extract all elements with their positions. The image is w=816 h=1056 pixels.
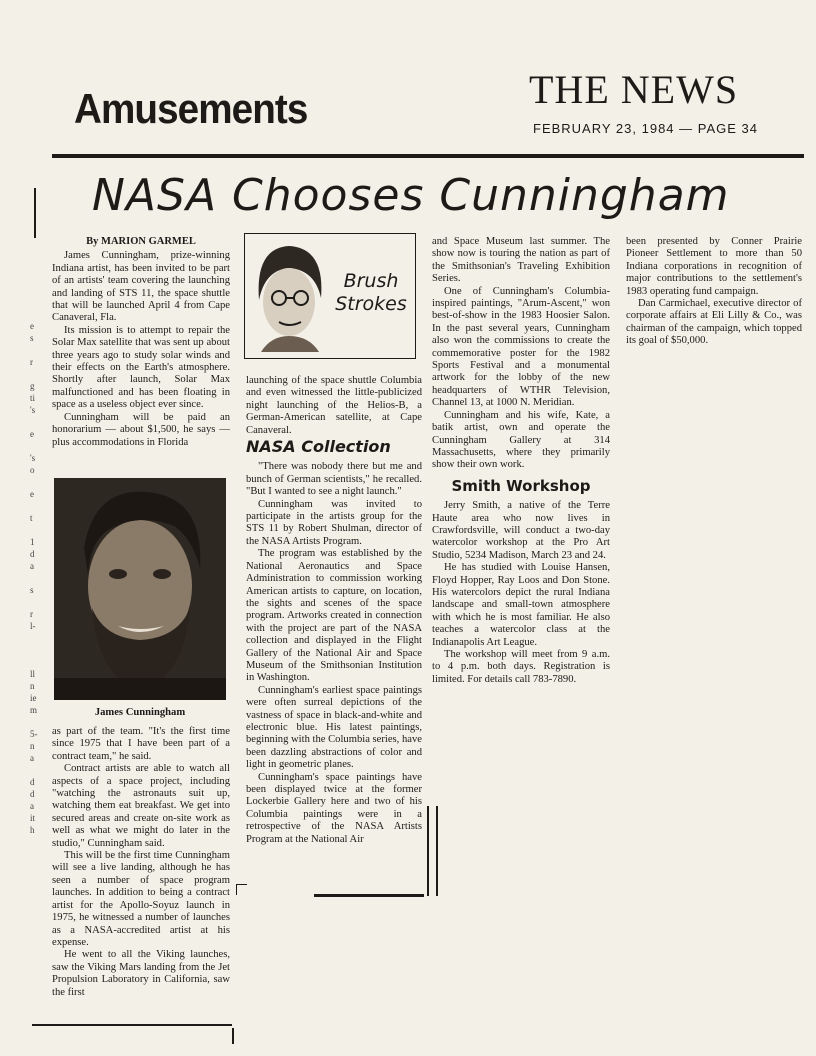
margin-fragment: t xyxy=(30,513,33,523)
margin-fragment: n xyxy=(30,741,35,751)
newspaper-name: THE NEWS xyxy=(529,67,739,112)
margin-fragment: ll xyxy=(30,669,36,679)
margin-fragment: it xyxy=(30,813,36,823)
article-column-2 xyxy=(246,375,422,846)
paragraph: The workshop will meet from 9 a.m. to 4 p.m. both days. Registration is limited. For details call 783-7890. xyxy=(432,649,610,685)
margin-fragment: a xyxy=(30,801,34,811)
corner-mark xyxy=(236,884,247,895)
margin-fragment: n xyxy=(30,681,35,691)
paragraph: launching of the space shuttle Columbia and even witnessed the little-publicized night launching of the Helios-B, a German-American satellite, at Cape Canaveral. xyxy=(246,375,422,436)
margin-fragment: d xyxy=(30,549,35,559)
paragraph: Its mission is to attempt to repair the Solar Max satellite that was sent up about three years ago to study solar winds and their effects on the Earth's atmosphere. Shortly after launch, Solar Max malfunctioned and has been floating in space as a useless object ever since. xyxy=(52,324,230,411)
paragraph: Contract artists are able to watch all aspects of a space project, including "watching the astronauts suit up, watching them eat breakfast. We get into secured areas and create on-site work as well as what we might do later in the studio," Cunningham said. xyxy=(52,763,230,849)
margin-fragment: a xyxy=(30,561,34,571)
column-divider xyxy=(427,806,429,896)
margin-fragment: e xyxy=(30,321,34,331)
margin-fragment: l- xyxy=(30,621,36,631)
margin-fragment: m xyxy=(30,705,38,715)
paragraph: Dan Carmichael, executive director of corporate affairs at Eli Lilly & Co., was chairman of the campaign, which topped its goal of $50,000. xyxy=(626,298,802,347)
photo-caption: James Cunningham xyxy=(94,707,186,718)
columnist-portrait xyxy=(251,240,327,352)
margin-fragment: e xyxy=(30,489,34,499)
paragraph: "There was nobody there but me and bunch of German scientists," he recalled. "But I wanted to see a night launch." xyxy=(246,461,422,498)
byline: By MARION GARMEL xyxy=(86,236,196,247)
margin-fragment: o xyxy=(30,465,35,475)
column-divider xyxy=(436,806,438,896)
section-title: Amusements xyxy=(74,85,308,132)
paragraph: This will be the first time Cunningham will see a live landing, although he has seen a number of space program launches. In addition to being a contract artist for the Apollo-Soyuz launch in 1975, he witnessed a number of launches as a NASA-accredited artist at his expense. xyxy=(52,850,230,948)
margin-fragment: a xyxy=(30,753,34,763)
column-logo-box xyxy=(244,233,416,359)
margin-fragment: e xyxy=(30,429,34,439)
bottom-rule xyxy=(32,1024,232,1026)
margin-fragment: s xyxy=(30,333,34,343)
paragraph: and Space Museum last summer. The show now is touring the nation as part of the Smithsonian's Traveling Exhibition Series. xyxy=(432,236,610,285)
article-column-3 xyxy=(432,236,610,686)
portrait-photo xyxy=(54,478,226,700)
paragraph: Cunningham's space paintings have been displayed twice at the former Lockerbie Gallery here and two of his Columbia paintings were in a retrospective of the NASA Artists Program at the National Air xyxy=(246,771,422,845)
margin-fragment: d xyxy=(30,777,35,787)
paragraph: Cunningham's earliest space paintings were often surreal depictions of the vastness of space in black-and-white and electronic blue. His latest paintings, beginning with the Columbia series, have been dazzling abstractions of color and light in geometric planes. xyxy=(246,684,422,771)
portrait-image xyxy=(54,478,226,700)
masthead-rule xyxy=(52,154,804,158)
column-divider xyxy=(232,1028,234,1044)
margin-fragment: r xyxy=(30,609,33,619)
margin-fragment: s xyxy=(30,585,34,595)
paragraph: been presented by Conner Prairie Pioneer Settlement to more than 50 Indiana corporations in recognition of major contributions to the settlement's 1983 operating fund campaign. xyxy=(626,236,802,297)
margin-fragment: g xyxy=(30,381,35,391)
paragraph: Cunningham was invited to participate in the artists group for the STS 11 by Robert Shulman, director of the NASA Artists Program. xyxy=(246,498,422,547)
column-logo-line2: Strokes xyxy=(335,293,407,315)
margin-fragment: ie xyxy=(30,693,37,703)
margin-fragment: h xyxy=(30,825,35,835)
column-logo-title xyxy=(331,270,411,316)
margin-fragment: 1 xyxy=(30,537,35,547)
margin-fragment: d xyxy=(30,789,35,799)
margin-fragment: r xyxy=(30,357,33,367)
margin-fragment: 5- xyxy=(30,729,38,739)
paragraph: Cunningham and his wife, Kate, a batik artist, own and operate the Cunningham Gallery at 314 Massachusetts, where they primarily show their own work. xyxy=(432,409,610,471)
article-column-1-continued xyxy=(52,726,230,999)
article-headline: NASA Chooses Cunningham xyxy=(92,170,730,221)
paragraph: Jerry Smith, a native of the Terre Haute area who now lives in Crawfordsville, will conduct a two-day watercolor workshop at the Pro Art Studio, 5234 Madison, March 23 and 24. xyxy=(432,500,610,561)
paragraph: He has studied with Louise Hansen, Floyd Hopper, Ray Loos and Don Stone. His watercolors depict the rural Indiana landscape and small-town atmosphere with which he is most familiar. He also teaches a watercolor class at the Indianapolis Art League. xyxy=(432,562,610,648)
column-2-rule xyxy=(314,894,424,897)
subhead-nasa-collection: NASA Collection xyxy=(246,437,391,457)
paragraph: James Cunningham, prize-winning Indiana artist, has been invited to be part of an artists' team covering the launching and landing of STS 11, the space shuttle that will be launched April 4 from Cape Canaveral, Fla. xyxy=(52,250,230,324)
subhead-smith-workshop: Smith Workshop xyxy=(451,476,591,495)
paragraph: The program was established by the National Aeronautics and Space Administration to commission working American artists to capture, on location, the sights and scenes of the space program. Artworks created in connection with the project are part of the NASA collection and displayed in the Flight Gallery of the National Air and Space Museum of the Smithsonian Institution in Washington. xyxy=(246,548,422,684)
article-column-4 xyxy=(626,236,802,348)
paragraph: One of Cunningham's Columbia-inspired paintings, "Arum-Ascent," won best-of-show in the 1983 Hoosier Salon. In the past several years, Cunningham also won the commissions to create the commemorative poster for the 1982 Sports Festival and a monumental artwork for the lobby of the new headquarters of WTHR Television, Channel 13, at 1000 N. Meridian. xyxy=(432,285,610,409)
article-column-1 xyxy=(52,236,230,449)
margin-fragment: ti xyxy=(30,393,36,403)
column-logo-line1: Brush xyxy=(343,270,399,292)
left-margin-fragments xyxy=(30,320,44,836)
paragraph: as part of the team. "It's the first time since 1975 that I have been part of a contract team," he said. xyxy=(52,726,230,762)
paragraph: Cunningham will be paid an honorarium — about $1,500, he says — plus accommodations in Florida xyxy=(52,411,230,448)
left-margin-bar xyxy=(34,188,36,238)
dateline: FEBRUARY 23, 1984 — PAGE 34 xyxy=(533,121,758,136)
margin-fragment: 's xyxy=(30,453,36,463)
margin-fragment: 's xyxy=(30,405,36,415)
paragraph: He went to all the Viking launches, saw the Viking Mars landing from the Jet Propulsion Laboratory in California, saw the first xyxy=(52,949,230,998)
